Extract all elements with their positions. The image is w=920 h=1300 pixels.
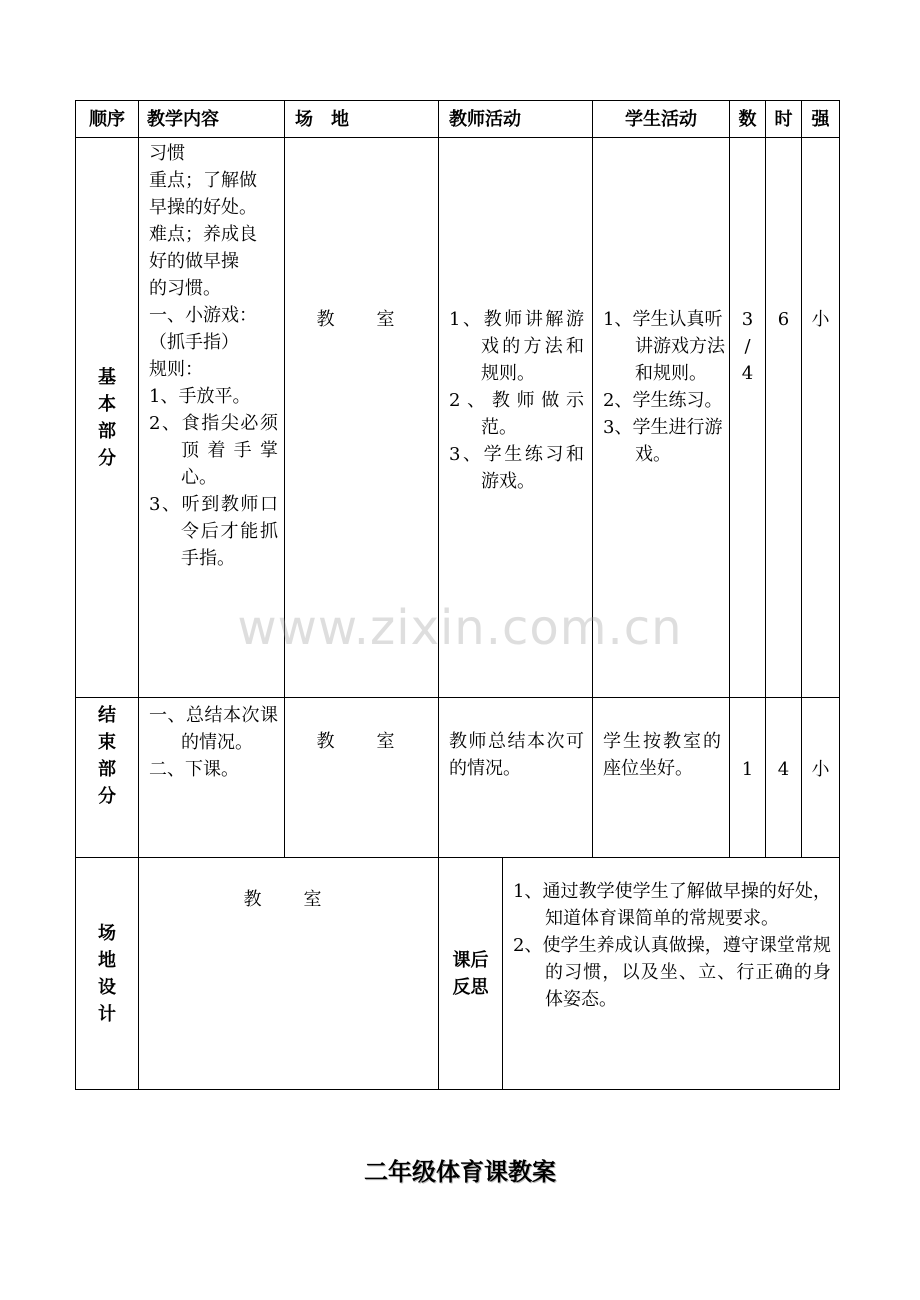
ending-time: 4 — [766, 698, 802, 858]
basic-intensity: 小 — [802, 138, 840, 698]
ending-intensity: 小 — [802, 698, 840, 858]
basic-teacher-activity — [439, 138, 593, 698]
basic-rule-item: 3、听到教师口令后才能抓手指。 — [149, 494, 278, 569]
basic-part-row — [76, 138, 840, 698]
teacher-activity-item: 1、教师讲解游戏的方法和规则。 — [449, 309, 584, 384]
lesson-plan-table — [75, 100, 840, 1090]
lesson-plan-sheet — [75, 100, 839, 1090]
student-activity-item: 2、学生练习。 — [603, 390, 723, 411]
ending-content-item: 二、下课。 — [149, 759, 239, 780]
reflection-item: 1、通过教学使学生了解做早操的好处，知道体育课简单的常规要求。 — [513, 881, 831, 929]
venue-design-label: 场 地 设 计 — [76, 858, 139, 1090]
student-activity-item: 1、学生认真听讲游戏方法和规则。 — [603, 309, 725, 384]
header-count: 数 — [730, 101, 766, 138]
basic-count: 3 / 4 — [730, 138, 766, 698]
ending-part-row — [76, 698, 840, 858]
header-content: 教学内容 — [139, 101, 285, 138]
basic-content: 习惯 重点；了解做 早操的好处。 难点；养成良 好的做早操 的习惯。 一、小游戏： （抓手指） 规则： 1、手放平。 2、食指尖必须顶着手掌心。 3、听到教师口令后才能抓手指。 — [139, 138, 285, 698]
teacher-activity-item: 2、教师做示范。 — [449, 390, 584, 438]
basic-student-activity — [593, 138, 730, 698]
basic-rule-item: 2、食指尖必须顶着手掌心。 — [149, 413, 278, 488]
ending-student-activity: 学生按教室的座位坐好。 — [593, 698, 730, 858]
reflection-label: 课后 反思 — [439, 858, 503, 1090]
student-activity-item: 3、学生进行游戏。 — [603, 417, 723, 465]
basic-time: 6 — [766, 138, 802, 698]
header-order: 顺序 — [76, 101, 139, 138]
venue-design-row — [76, 858, 840, 1090]
basic-part-label: 基 本 部 分 — [76, 138, 139, 698]
basic-rule-item: 1、手放平。 — [149, 386, 251, 407]
watermark: www.zixin.com.cn — [237, 600, 683, 656]
basic-venue: 教 室 — [285, 138, 439, 698]
teacher-activity-item: 3、学生练习和游戏。 — [449, 444, 584, 492]
ending-count: 1 — [730, 698, 766, 858]
header-student-activity: 学生活动 — [593, 101, 730, 138]
venue-design-content: 教 室 — [139, 858, 439, 1090]
header-row — [76, 101, 840, 138]
ending-teacher-activity: 教师总结本次可的情况。 — [439, 698, 593, 858]
header-venue: 场 地 — [285, 101, 439, 138]
reflection-item: 2、使学生养成认真做操，遵守课堂常规的习惯，以及坐、立、行正确的身体姿态。 — [513, 935, 831, 1010]
reflection-content — [503, 858, 840, 1090]
document-title: 二年级体育课教案 — [364, 1158, 556, 1186]
header-time: 时 — [766, 101, 802, 138]
ending-content — [139, 698, 285, 858]
header-intensity: 强 — [802, 101, 840, 138]
ending-venue: 教 室 — [285, 698, 439, 858]
ending-content-item: 一、总结本次课的情况。 — [149, 705, 278, 753]
header-teacher-activity: 教师活动 — [439, 101, 593, 138]
ending-part-label: 结 束 部 分 — [76, 698, 139, 858]
